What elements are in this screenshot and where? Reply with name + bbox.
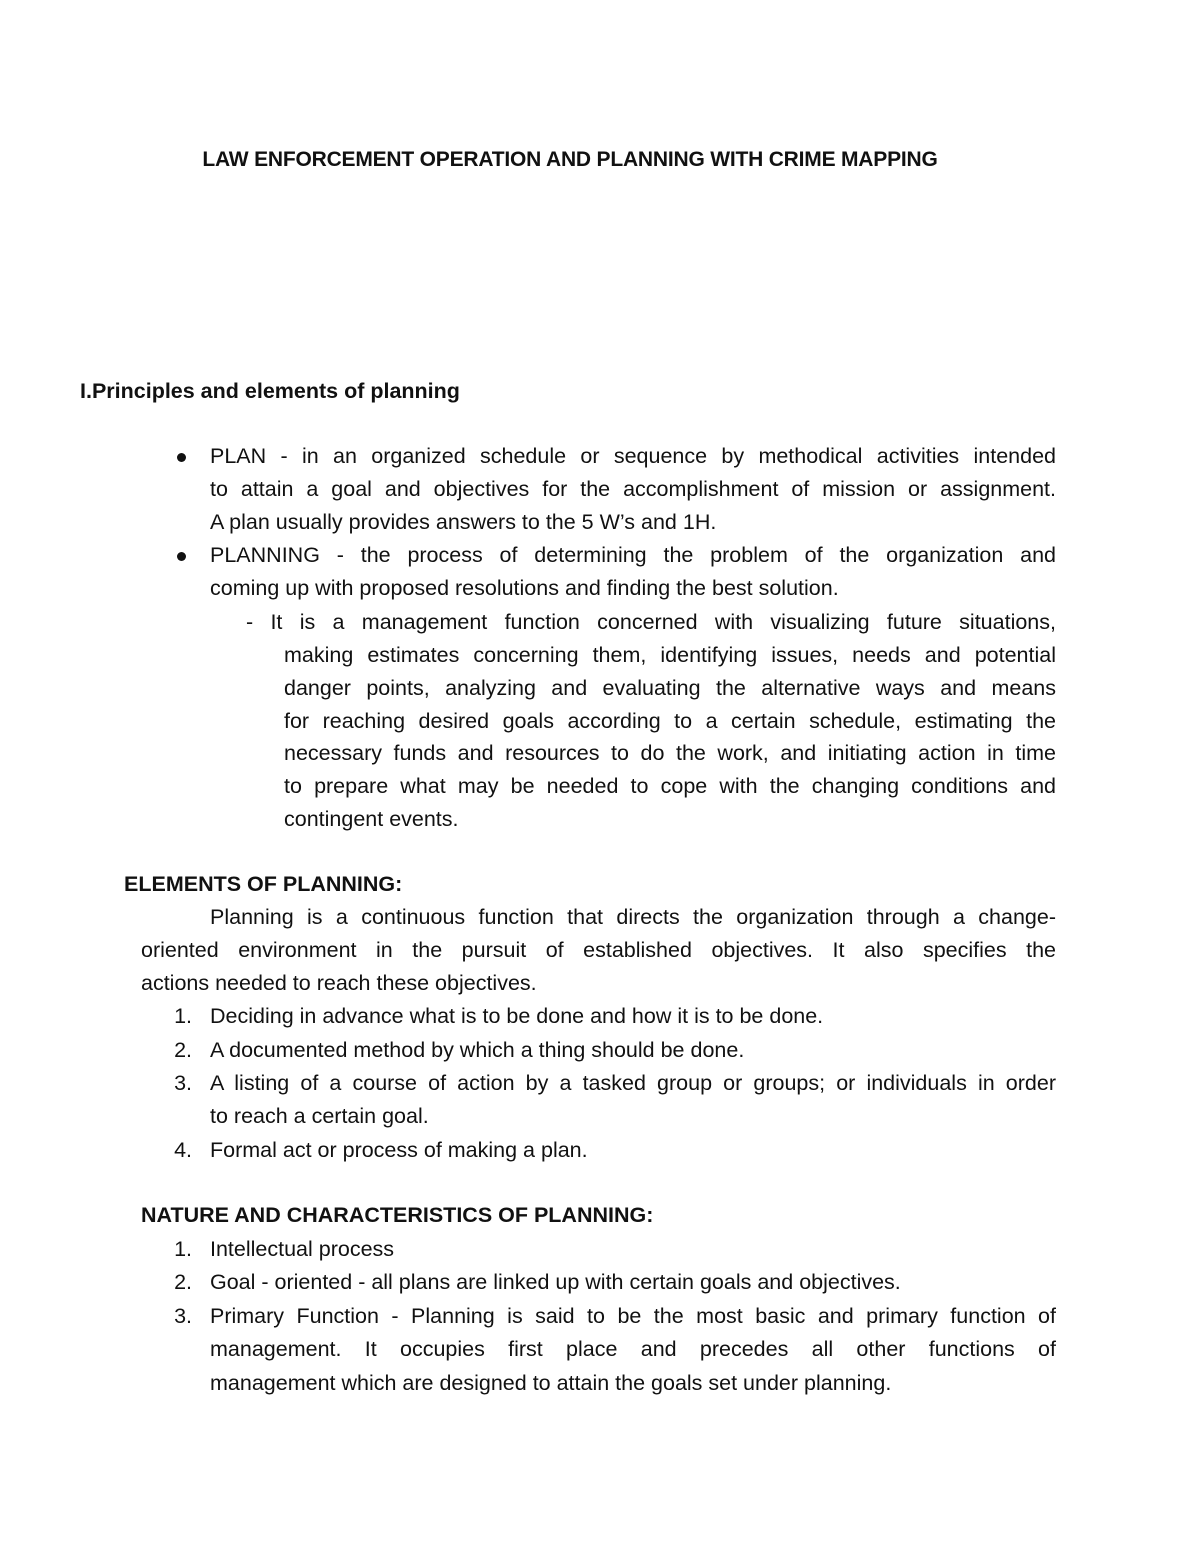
elements-item: Formal act or process of making a plan. xyxy=(210,1138,588,1162)
document-title: LAW ENFORCEMENT OPERATION AND PLANNING WITH CRIME MAPPING xyxy=(202,148,938,171)
elements-intro-line: actions needed to reach these objectives. xyxy=(141,971,537,995)
elements-item: A listing of a course of action by a tasked group or groups; or individuals in order xyxy=(210,1071,1056,1095)
planning-line: PLANNING - the process of determining the problem of the organization and xyxy=(210,543,1056,567)
nature-heading: NATURE AND CHARACTERISTICS OF PLANNING: xyxy=(141,1203,654,1227)
elements-item: Deciding in advance what is to be done and how it is to be done. xyxy=(210,1004,824,1028)
elements-intro-line: Planning is a continuous function that directs the organization through a change- xyxy=(210,905,1056,929)
nature-item: management. It occupies first place and precedes all other functions of xyxy=(210,1337,1056,1361)
nature-item: Primary Function - Planning is said to be the most basic and primary function of xyxy=(210,1304,1056,1328)
dash-line: - It is a management function concerned with visualizing future situations, xyxy=(246,610,1056,634)
nature-item: Goal - oriented - all plans are linked up with certain goals and objectives. xyxy=(210,1270,901,1294)
list-marker: 2. xyxy=(174,1038,192,1062)
bullet-dot-icon xyxy=(177,552,186,561)
dash-line: contingent events. xyxy=(284,807,459,831)
plan-line: A plan usually provides answers to the 5 W’s and 1H. xyxy=(210,510,717,534)
nature-item: Intellectual process xyxy=(210,1237,395,1261)
bullet-dot-icon xyxy=(177,453,186,462)
planning-line: coming up with proposed resolutions and finding the best solution. xyxy=(210,576,839,600)
dash-line: to prepare what may be needed to cope with the changing conditions and xyxy=(284,774,1056,798)
list-marker: 4. xyxy=(174,1138,192,1162)
elements-intro-line: oriented environment in the pursuit of established objectives. It also specifies the xyxy=(141,938,1056,962)
elements-heading: ELEMENTS OF PLANNING: xyxy=(124,872,403,896)
list-marker: 1. xyxy=(174,1004,192,1028)
nature-item: management which are designed to attain the goals set under planning. xyxy=(210,1371,892,1395)
elements-item: A documented method by which a thing should be done. xyxy=(210,1038,745,1062)
plan-line: PLAN - in an organized schedule or sequence by methodical activities intended xyxy=(210,444,1056,468)
list-marker: 2. xyxy=(174,1270,192,1294)
section-heading-principles: I.Principles and elements of planning xyxy=(80,379,460,403)
dash-line: for reaching desired goals according to a certain schedule, estimating the xyxy=(284,709,1056,733)
plan-line: to attain a goal and objectives for the accomplishment of mission or assignment. xyxy=(210,477,1056,501)
list-marker: 3. xyxy=(174,1304,192,1328)
list-marker: 3. xyxy=(174,1071,192,1095)
elements-item: to reach a certain goal. xyxy=(210,1104,429,1128)
list-marker: 1. xyxy=(174,1237,192,1261)
dash-line: necessary funds and resources to do the work, and initiating action in time xyxy=(284,741,1056,765)
dash-line: danger points, analyzing and evaluating the alternative ways and means xyxy=(284,676,1056,700)
dash-line: making estimates concerning them, identifying issues, needs and potential xyxy=(284,643,1056,667)
